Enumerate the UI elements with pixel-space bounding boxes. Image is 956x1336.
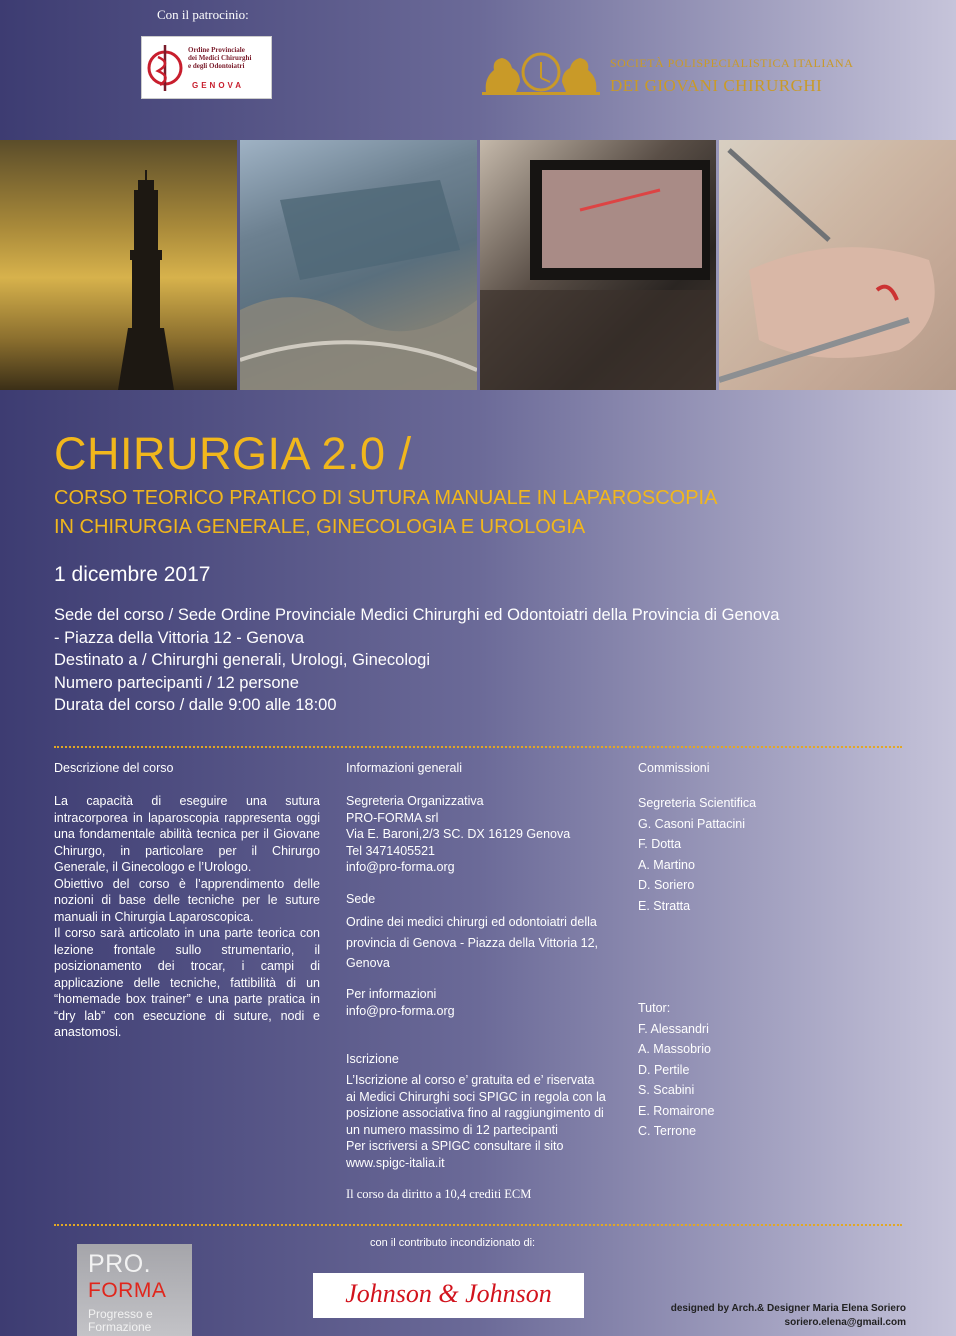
- committees-heading: Commissioni: [638, 761, 710, 775]
- description-paragraph: La capacità di eseguire una sutura intracorporea in laparoscopia rappresenta oggi una fondamentale abilità tecnica per il Giovane Chirurgo, in particolare per il Chirurgo Generale, il Ginecologo e l’Urologo.: [54, 794, 320, 874]
- description-text: [54, 793, 320, 1041]
- course-subtitle-line2: IN CHIRURGIA GENERALE, GINECOLOGIA E UROLOGIA: [54, 516, 586, 538]
- course-duration: Durata del corso / dalle 9:00 alle 18:00: [54, 696, 337, 714]
- info-line: posizione associativa fino al raggiungimento di: [346, 1106, 604, 1120]
- course-subtitle: [54, 484, 717, 542]
- footer-divider: [54, 1224, 902, 1226]
- tutor-member: E. Romairone: [638, 1103, 715, 1118]
- info-line: Segreteria Organizzativa: [346, 794, 484, 808]
- registration-text: [346, 1072, 606, 1171]
- proforma-logo-pro: PRO.: [88, 1250, 152, 1278]
- spigc-name-line2: DEI GIOVANI CHIRURGHI: [610, 76, 823, 95]
- info-line: ai Medici Chirurghi soci SPIGC in regola con la: [346, 1089, 606, 1104]
- patron-label: Con il patrocinio:: [157, 7, 249, 22]
- committee-member: A. Martino: [638, 857, 695, 872]
- committee-member: G. Casoni Pattacini: [638, 816, 745, 831]
- course-subtitle-line1: CORSO TEORICO PRATICO DI SUTURA MANUALE IN LAPAROSCOPIA: [54, 487, 718, 509]
- info-line: Tel 3471405521: [346, 843, 435, 858]
- organizing-secretariat: [346, 793, 570, 876]
- course-title: CHIRURGIA 2.0 /: [54, 428, 412, 479]
- designer-name: designed by Arch.& Designer Maria Elena Soriero: [670, 1303, 906, 1314]
- laparoscopic-forceps-photo: [719, 140, 956, 390]
- proforma-tagline-1: Progresso e: [88, 1307, 153, 1321]
- info-line: provincia di Genova - Piazza della Vittoria 12,: [346, 935, 598, 950]
- info-line: un numero massimo di 12 partecipanti: [346, 1122, 558, 1137]
- description-paragraph: Il corso sarà articolato in una parte teorica con lezione frontale sullo strumentario, il posizionamento dei trocar, i campi di applicazione delle tecniche, fattibilità di un “homemade box trainer” e una parte pratica in “dry lab” con esecuzione di suture, nodi e anastomosi.: [54, 926, 320, 1039]
- photo-strip: [0, 140, 956, 390]
- proforma-logo-forma: FORMA: [88, 1279, 167, 1302]
- info-line: Via E. Baroni,2/3 SC. DX 16129 Genova: [346, 827, 571, 841]
- info-line: Per informazioni: [346, 987, 437, 1001]
- caduceus-icon: [146, 41, 184, 95]
- info-line: PRO-FORMA srl: [346, 810, 439, 825]
- spigc-lions-logo: [480, 48, 602, 100]
- ecm-credits: Il corso da diritto a 10,4 crediti ECM: [346, 1187, 532, 1201]
- designer-credit: [671, 1302, 906, 1330]
- course-audience: Destinato a / Chirurghi generali, Urologi, Ginecologi: [54, 651, 431, 669]
- ordine-logo-city: GENOVA: [192, 81, 245, 90]
- lighthouse-photo: [0, 140, 237, 390]
- ordine-logo-line3: e degli Odontoiatri: [188, 62, 245, 70]
- course-venue: Sede del corso / Sede Ordine Provinciale Medici Chirurghi ed Odontoiatri della Provincia di Genova: [54, 606, 780, 624]
- venue-text: [346, 912, 598, 974]
- committee-member: E. Stratta: [638, 898, 691, 913]
- tutor-member: S. Scabini: [638, 1083, 695, 1097]
- spigc-name-line1: SOCIETÀ POLISPECIALISTICA ITALIANA: [610, 56, 854, 70]
- info-line: Genova: [346, 956, 390, 970]
- info-email: info@pro-forma.org: [346, 1003, 455, 1018]
- committee-member: D. Soriero: [638, 878, 695, 892]
- johnson-johnson-wordmark: Johnson & Johnson: [345, 1279, 552, 1308]
- tutor-member: C. Terrone: [638, 1124, 697, 1138]
- registration-heading: Iscrizione: [346, 1052, 399, 1066]
- tutor-list: [638, 998, 714, 1142]
- section-divider: [54, 746, 902, 748]
- designer-email: soriero.elena@gmail.com: [784, 1317, 906, 1328]
- sponsor-label: con il contributo incondizionato di:: [370, 1237, 536, 1249]
- course-info: [54, 604, 779, 717]
- more-info: [346, 986, 455, 1019]
- course-date: 1 dicembre 2017: [54, 563, 211, 586]
- description-heading: Descrizione del corso: [54, 761, 174, 775]
- tutor-member: A. Massobrio: [638, 1042, 711, 1056]
- info-line: Per iscriversi a SPIGC consultare il sito: [346, 1139, 564, 1153]
- proforma-logo: [77, 1244, 192, 1336]
- laparoscopy-monitor-photo: [480, 140, 717, 390]
- proforma-tagline-2: Formazione: [88, 1320, 152, 1334]
- genova-aerial-photo: [240, 140, 477, 390]
- ordine-logo-line1: Ordine Provinciale: [188, 46, 245, 54]
- spigc-website: www.spigc-italia.it: [346, 1155, 445, 1170]
- venue-heading: Sede: [346, 892, 376, 906]
- course-participants: Numero partecipanti / 12 persone: [54, 673, 299, 692]
- tutor-member: F. Alessandri: [638, 1021, 709, 1036]
- committee-member: F. Dotta: [638, 837, 682, 851]
- info-email: info@pro-forma.org: [346, 860, 455, 874]
- info-line: L’Iscrizione al corso e’ gratuita ed e’ riservata: [346, 1073, 595, 1087]
- general-info-heading: Informazioni generali: [346, 761, 463, 775]
- ordine-medici-logo: [141, 36, 272, 99]
- tutor-member: D. Pertile: [638, 1062, 690, 1077]
- tutor-heading: Tutor:: [638, 1001, 671, 1015]
- description-paragraph: Obiettivo del corso è l’apprendimento delle nozioni di base delle tecniche per le suture manuali in Chirurgia Laparoscopica.: [54, 876, 320, 924]
- info-line: Ordine dei medici chirurgi ed odontoiatri della: [346, 915, 597, 929]
- ordine-logo-line2: dei Medici Chirurghi: [188, 54, 252, 62]
- scientific-secretariat: [638, 793, 756, 916]
- johnson-johnson-logo: [313, 1273, 584, 1318]
- course-venue-address: - Piazza della Vittoria 12 - Genova: [54, 628, 305, 647]
- scientific-secretariat-heading: Segreteria Scientifica: [638, 796, 757, 810]
